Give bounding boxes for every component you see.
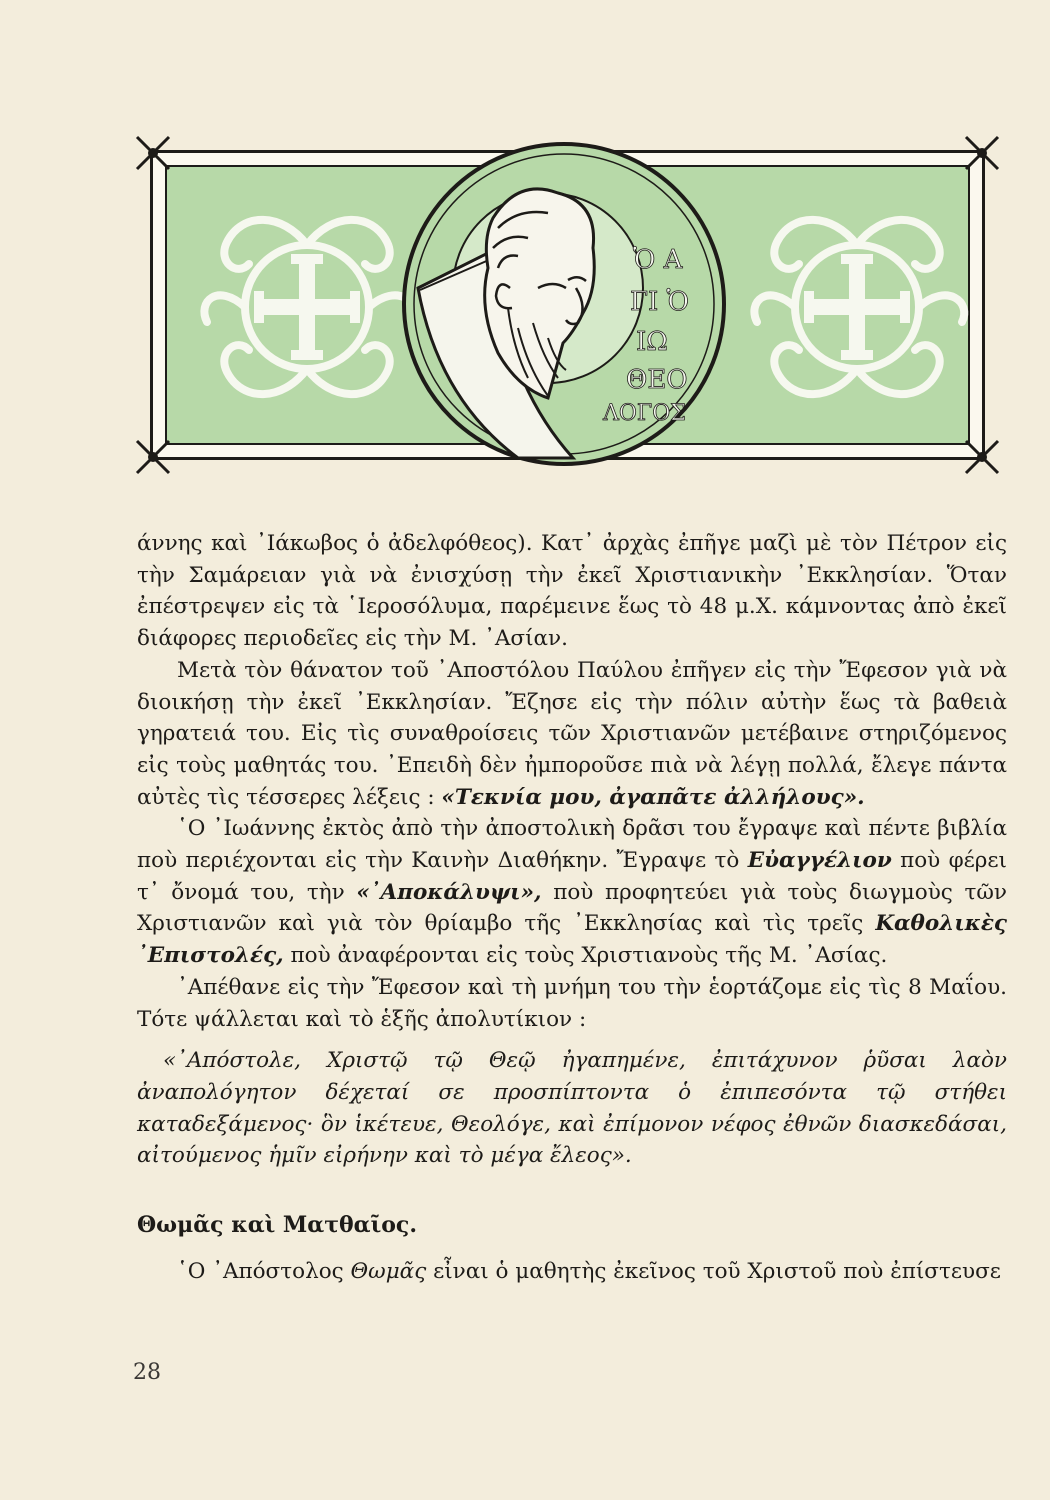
apolytikion-hymn: «᾿Απόστολε, Χριστῷ τῷ Θεῷ ἠγαπημένε, ἐπιτάχυνον ῥῦσαι λαὸν ἀναπολόγητον δέχεταί σε προσπίπτοντα ὁ ἐπιπεσόντα τῷ στήθει καταδεξάμενος· ὃν ἱκέτευε, Θεολόγε, καὶ ἐπίμονον νέφος ἐθνῶν διασκεδάσαι, αἰτούμενος ἡμῖν εἰρήνην καὶ τὸ μέγα ἔλεος». bbox=[137, 1048, 1007, 1169]
inscription-line: ΘΕΟ bbox=[626, 365, 688, 395]
paragraph bbox=[137, 655, 1007, 814]
paragraph bbox=[137, 1256, 1007, 1288]
paragraph-text: ποὺ προφητεύει γιὰ τοὺς διωγμοὺς τῶν Χριστιανῶν καὶ γιὰ τὸν θρίαμβο τῆς ᾿Εκκλησίας καὶ τὶς τρεῖς bbox=[137, 879, 1007, 937]
book-title: Καθολικὲς ᾿Επιστολές, bbox=[137, 911, 1007, 969]
paragraph-text: ῾Ο ᾿Απόστολος bbox=[177, 1258, 344, 1284]
saint-portrait-icon bbox=[398, 138, 730, 470]
book-title: «᾿Αποκάλυψι», bbox=[356, 879, 542, 905]
corner-knot-icon bbox=[962, 133, 1002, 173]
paragraph-text: εἶναι ὁ μαθητὴς ἐκεῖνος τοῦ Χριστοῦ ποὺ ἐπίστευσε bbox=[433, 1258, 1001, 1284]
paragraph: άννης καὶ ᾿Ιάκωβος ὁ ἀδελφόθεος). Κατ᾿ ἀρχὰς ἐπῆγε μαζὶ μὲ τὸν Πέτρον εἰς τὴν Σαμάρειαν γιὰ νὰ ἐνισχύσῃ τὴν ἐκεῖ Χριστιανικὴν ᾿Εκκλησίαν. Ὅταν ἐπέστρεψεν εἰς τὰ ῾Ιεροσόλυμα, παρέμεινε ἕως τὸ 48 μ.Χ. κάμνοντας ἀπὸ ἐκεῖ διάφορες περιοδεῖες εἰς τὴν Μ. ᾿Ασίαν. bbox=[137, 531, 1007, 652]
page-number: 28 bbox=[133, 1360, 161, 1385]
apostle-name: Θωμᾶς bbox=[350, 1258, 427, 1284]
inscription-line: ΓΙ Ὁ bbox=[630, 287, 689, 317]
paragraph-text: ῾Ο ᾿Ιωάννης ἐκτὸς ἀπὸ τὴν ἀποστολικὴ δρᾶσι του ἔγραψε καὶ πέντε βιβλία ποὺ περιέχονται εἰς τὴν Καινὴν Διαθήκην. Ἔγραψε τὸ bbox=[137, 816, 1007, 874]
corner-knot-icon bbox=[962, 437, 1002, 477]
cross-rosette-icon bbox=[722, 172, 992, 442]
corner-knot-icon bbox=[133, 133, 173, 173]
paragraph-text: Μετὰ τὸν θάνατον τοῦ ᾿Αποστόλου Παύλου ἐπῆγεν εἰς τὴν Ἔφεσον γιὰ νὰ διοικήσῃ τὴν ἐκεῖ ᾿Εκκλησίαν. Ἔζησε εἰς τὴν πόλιν αὐτὴν ἕως τὰ βαθειὰ γηρατειά του. Εἰς τὶς συναθροίσεις τῶν Χριστιανῶν μετέβαινε στηριζόμενος εἰς τοὺς μαθητάς του. ᾿Επειδὴ δὲν ἠμποροῦσε πιὰ νὰ λέγῃ πολλά, ἔλεγε πάντα αὐτὲς τὶς τέσσερες λέξεις : bbox=[137, 657, 1007, 810]
quote-emphasis: «Τεκνία μου, ἀγαπᾶτε ἀλλήλους». bbox=[441, 784, 865, 810]
paragraph-text: ποὺ ἀναφέρονται εἰς τοὺς Χριστιανοὺς τῆς Μ. ᾿Ασίας. bbox=[290, 943, 888, 969]
paragraph bbox=[137, 813, 1007, 972]
paragraph: ᾿Απέθανε εἰς τὴν Ἔφεσον καὶ τὴ μνήμη του τὴν ἑορτάζομε εἰς τὶς 8 Μαΐου. Τότε ψάλλεται καὶ τὸ ἑξῆς ἀπολυτίκιον : bbox=[137, 974, 1007, 1032]
book-title: Εὐαγγέλιον bbox=[747, 848, 892, 874]
paragraph-text: ποὺ φέρει τ᾿ ὄνομά του, τὴν bbox=[137, 848, 1007, 905]
body-text bbox=[137, 528, 1007, 1287]
corner-knot-icon bbox=[133, 437, 173, 477]
inscription-line: Ὁ Α bbox=[633, 245, 683, 275]
section-heading: Θωμᾶς καὶ Ματθαῖος. bbox=[137, 1212, 417, 1239]
inscription-line: ΛΟΓΟΣ bbox=[603, 401, 686, 426]
inscription-line: ΙΩ bbox=[636, 327, 668, 357]
